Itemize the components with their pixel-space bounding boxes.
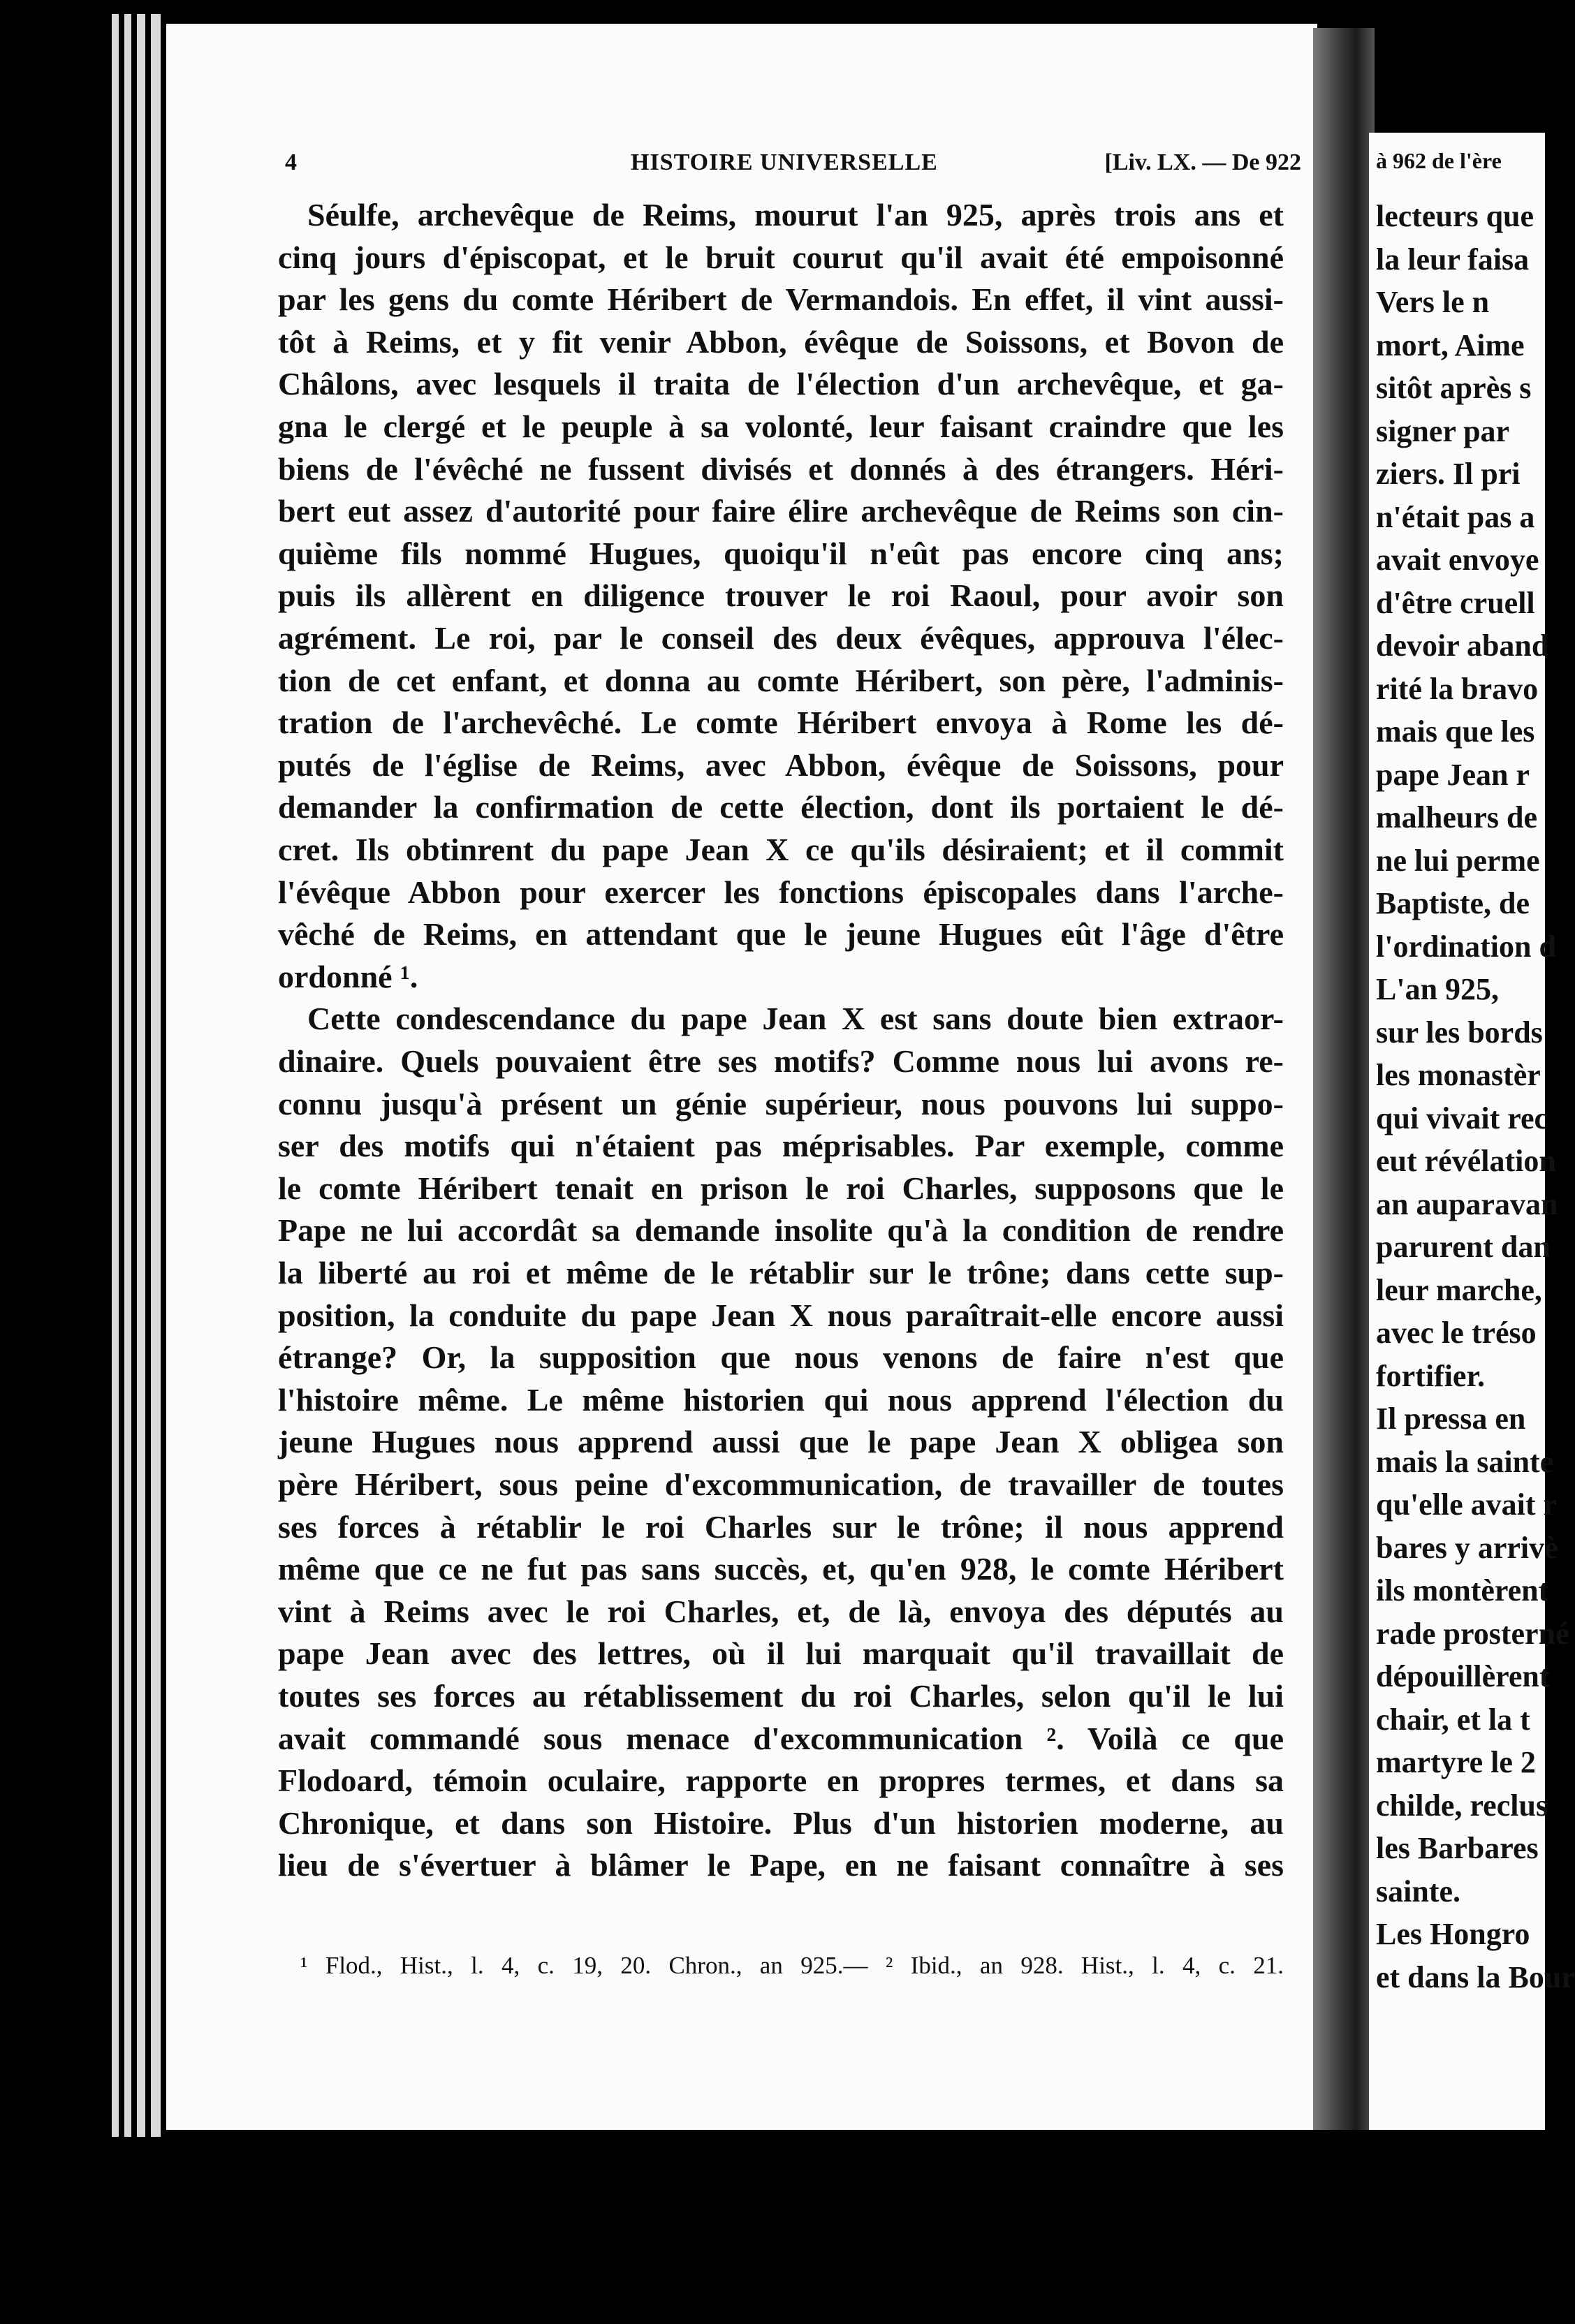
text-line: cret. Ils obtinrent du pape Jean X ce qu'ils désiraient; et il commit bbox=[278, 832, 1284, 867]
text-line: qui vivait rec bbox=[1376, 1101, 1548, 1135]
right-page bbox=[1369, 133, 1575, 2130]
text-line: Baptiste, de bbox=[1376, 886, 1530, 920]
text-line: père Héribert, sous peine d'excommunication, de travailler de toutes bbox=[278, 1466, 1284, 1502]
text-line: avait commandé sous menace d'excommunication ². Voilà ce que bbox=[278, 1720, 1284, 1756]
right-page-header: à 962 de l'ère bbox=[1376, 148, 1502, 173]
text-line: agrément. Le roi, par le conseil des deux évêques, approuva l'élec- bbox=[278, 620, 1284, 656]
text-line: lecteurs que bbox=[1376, 199, 1534, 233]
text-line: l'évêque Abbon pour exercer les fonctions épiscopales dans l'arche- bbox=[278, 874, 1284, 910]
text-line: mort, Aime bbox=[1376, 328, 1525, 362]
text-line: parurent dan bbox=[1376, 1230, 1551, 1264]
text-line: le comte Héribert tenait en prison le roi Charles, supposons que le bbox=[278, 1170, 1284, 1206]
text-line: ziers. Il pri bbox=[1376, 457, 1521, 491]
text-line: quième fils nommé Hugues, quoiqu'il n'eût pas encore cinq ans; bbox=[278, 535, 1284, 571]
text-line: biens de l'évêché ne fussent divisés et donnés à des étrangers. Héri- bbox=[278, 450, 1284, 487]
text-line: Flodoard, témoin oculaire, rapporte en propres termes, et dans sa bbox=[278, 1763, 1284, 1799]
text-line: la liberté au roi et même de le rétablir sur le trône; dans cette sup- bbox=[278, 1255, 1284, 1290]
text-line: vint à Reims avec le roi Charles, et, de là, envoya des députés au bbox=[278, 1593, 1284, 1629]
running-reference: [Liv. LX. — De 922 bbox=[1104, 149, 1301, 175]
text-line: ses forces à rétablir le roi Charles sur le trône; il nous apprend bbox=[278, 1508, 1284, 1545]
text-line: Cette condescendance du pape Jean X est sans doute bien extraor- bbox=[307, 1001, 1284, 1037]
text-line: an auparavan bbox=[1376, 1186, 1558, 1221]
text-line: les monastèr bbox=[1376, 1058, 1541, 1092]
text-line: étrange? Or, la supposition que nous venons de faire n'est que bbox=[278, 1339, 1284, 1376]
text-line: lieu de s'évertuer à blâmer le Pape, en ne faisant connaître à ses bbox=[278, 1847, 1284, 1883]
text-line: devoir aband bbox=[1376, 628, 1549, 663]
text-line: mais que les bbox=[1376, 714, 1535, 749]
running-title: HISTOIRE UNIVERSELLE bbox=[631, 149, 938, 175]
text-line: qu'elle avait r bbox=[1376, 1487, 1558, 1522]
text-line: la leur faisa bbox=[1376, 242, 1530, 277]
text-line: cinq jours d'épiscopat, et le bruit courut qu'il avait été empoisonné bbox=[278, 239, 1284, 275]
text-line: rité la bravo bbox=[1376, 671, 1539, 706]
text-line: leur marche, bbox=[1376, 1272, 1542, 1307]
text-line: sur les bords bbox=[1376, 1015, 1543, 1050]
text-line: les Barbares bbox=[1376, 1831, 1539, 1865]
text-line: malheurs de bbox=[1376, 800, 1537, 834]
text-line: dinaire. Quels pouvaient être ses motifs? Comme nous lui avons re- bbox=[278, 1043, 1284, 1079]
page-number: 4 bbox=[285, 149, 297, 175]
text-line: pape Jean r bbox=[1376, 757, 1530, 792]
text-line: position, la conduite du pape Jean X nous paraîtrait-elle encore aussi bbox=[278, 1297, 1284, 1333]
text-line: chair, et la t bbox=[1376, 1702, 1530, 1737]
footnotes: ¹ Flod., Hist., l. 4, c. 19, 20. Chron., an 925.— ² Ibid., an 928. Hist., l. 4, c. 21. bbox=[300, 1952, 1284, 1979]
text-line: ils montèrent bbox=[1376, 1573, 1549, 1608]
text-line: tôt à Reims, et y fit venir Abbon, évêque de Soissons, et Bovon de bbox=[278, 323, 1284, 360]
text-line: putés de l'église de Reims, avec Abbon, évêque de Soissons, pour bbox=[278, 747, 1284, 783]
text-line: Châlons, avec lesquels il traita de l'élection d'un archevêque, et ga- bbox=[278, 366, 1284, 402]
text-line: d'être cruell bbox=[1376, 585, 1535, 620]
text-line: demander la confirmation de cette élection, dont ils portaient le dé- bbox=[278, 789, 1284, 825]
text-line: vêché de Reims, en attendant que le jeune Hugues eût l'âge d'être bbox=[278, 916, 1284, 953]
text-line: Chronique, et dans son Histoire. Plus d'un historien moderne, au bbox=[278, 1804, 1284, 1841]
text-line: Vers le n bbox=[1376, 285, 1490, 319]
text-line: avait envoye bbox=[1376, 543, 1539, 577]
text-line: l'histoire même. Le même historien qui nous apprend l'élection du bbox=[278, 1381, 1284, 1418]
text-line: gna le clergé et le peuple à sa volonté, leur faisant craindre que les bbox=[278, 409, 1284, 444]
text-line: fortifier. bbox=[1376, 1358, 1485, 1393]
text-line: n'était pas a bbox=[1376, 499, 1535, 534]
text-line: sitôt après s bbox=[1376, 371, 1532, 405]
text-line: bares y arrivè bbox=[1376, 1530, 1558, 1565]
text-line: dépouillèrent bbox=[1376, 1659, 1550, 1693]
page-header bbox=[285, 149, 1301, 191]
text-line: signer par bbox=[1376, 413, 1510, 448]
text-line: jeune Hugues nous apprend aussi que le pape Jean X obligea son bbox=[278, 1424, 1284, 1460]
text-line: connu jusqu'à présent un génie supérieur, nous pouvons lui suppo- bbox=[278, 1085, 1284, 1121]
text-line: martyre le 2 bbox=[1376, 1745, 1536, 1779]
text-line: ser des motifs qui n'étaient pas méprisables. Par exemple, comme bbox=[278, 1128, 1284, 1164]
text-line: rade prosterné bbox=[1376, 1616, 1569, 1651]
text-line: et dans la Bour bbox=[1376, 1959, 1575, 1994]
text-line: l'ordination d bbox=[1376, 929, 1556, 964]
text-line: Il pressa en bbox=[1376, 1402, 1526, 1436]
text-line: childe, reclus bbox=[1376, 1788, 1548, 1823]
text-line: tration de l'archevêché. Le comte Héribert envoya à Rome les dé- bbox=[278, 705, 1284, 741]
text-line: eut révélation bbox=[1376, 1144, 1556, 1178]
text-line: pape Jean avec des lettres, où il lui marquait qu'il travaillait de bbox=[278, 1635, 1284, 1672]
text-line: Séulfe, archevêque de Reims, mourut l'an 925, après trois ans et bbox=[307, 197, 1284, 233]
text-line: par les gens du comte Héribert de Vermandois. En effet, il vint aussi- bbox=[278, 281, 1284, 318]
text-line: ordonné ¹. bbox=[278, 958, 418, 994]
text-line: puis ils allèrent en diligence trouver le roi Raoul, pour avoir son bbox=[278, 578, 1284, 614]
text-line: bert eut assez d'autorité pour faire élire archevêque de Reims son cin- bbox=[278, 493, 1284, 529]
text-line: ne lui perme bbox=[1376, 843, 1540, 878]
text-line: même que ce ne fut pas sans succès, et, qu'en 928, le comte Héribert bbox=[278, 1551, 1284, 1587]
text-line: toutes ses forces au rétablissement du roi Charles, selon qu'il le lui bbox=[278, 1678, 1284, 1714]
book-gutter bbox=[1313, 28, 1375, 2130]
text-line: Les Hongro bbox=[1376, 1917, 1530, 1951]
text-line: Pape ne lui accordât sa demande insolite qu'à la condition de rendre bbox=[278, 1212, 1284, 1249]
stacked-page-edges bbox=[112, 14, 175, 2137]
text-line: sainte. bbox=[1376, 1874, 1460, 1909]
text-line: tion de cet enfant, et donna au comte Héribert, son père, l'adminis- bbox=[278, 662, 1284, 698]
text-line: avec le tréso bbox=[1376, 1316, 1537, 1350]
text-line: mais la sainte bbox=[1376, 1444, 1554, 1479]
text-line: L'an 925, bbox=[1376, 972, 1500, 1006]
